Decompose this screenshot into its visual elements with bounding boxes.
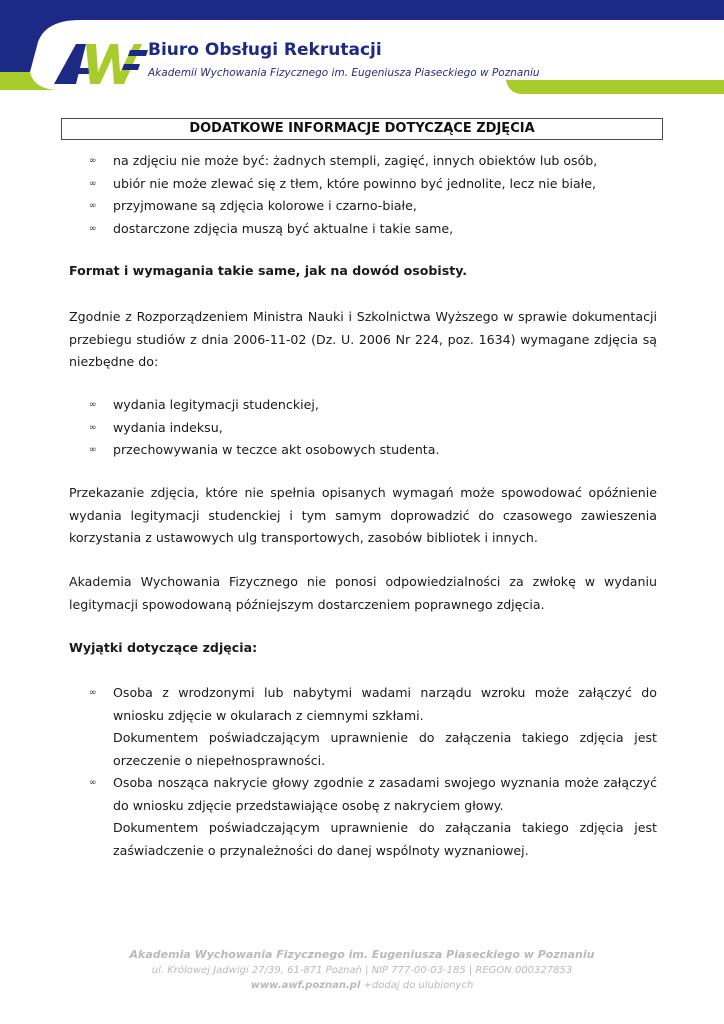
bullet-icon: ∞	[89, 778, 97, 788]
list-item: ∞ wydania indeksu,	[89, 417, 657, 440]
office-subtitle: Akademii Wychowania Fizycznego im. Eugeniusza Piaseckiego w Poznaniu	[148, 67, 540, 79]
photo-requirements-list	[89, 150, 657, 240]
bullet-icon: ∞	[89, 445, 97, 455]
delay-paragraph: Przekazanie zdjęcia, które nie spełnia opisanych wymagań może spowodować opóźnienie wydania legitymacji studenckiej i tym samym doprowadzić do czasowego zawieszenia korzystania z ustawowych ulg transportowych, zasobów bibliotek i innych.	[69, 485, 657, 545]
exceptions-heading: Wyjątki dotyczące zdjęcia:	[69, 640, 258, 655]
list-item	[89, 682, 657, 772]
bullet-icon: ∞	[89, 156, 97, 166]
bullet-icon: ∞	[89, 201, 97, 211]
header-lime-right	[506, 80, 724, 94]
exception-text: Osoba nosząca nakrycie głowy zgodnie z zasadami swojego wyznania może załączyć do wniosku zdjęcie przedstawiające osobę z nakryciem głowy.	[113, 775, 657, 813]
format-note: Format i wymagania takie same, jak na dowód osobisty.	[69, 263, 468, 278]
purpose-list	[89, 394, 657, 462]
document-title: DODATKOWE INFORMACJE DOTYCZĄCE ZDJĘCIA	[61, 118, 663, 140]
page-footer	[0, 946, 724, 993]
exception-document: Dokumentem poświadczającym uprawnienie do załączenia takiego zdjęcia jest orzeczenie o niepełnosprawności.	[113, 730, 657, 768]
list-item	[89, 772, 657, 862]
bullet-icon: ∞	[89, 400, 97, 410]
footer-links	[0, 978, 724, 993]
bullet-icon: ∞	[89, 223, 97, 234]
logo-text	[148, 40, 540, 79]
exception-text: Osoba z wrodzonymi lub nabytymi wadami narządu wzroku może załączyć do wniosku zdjęcie w okularach z ciemnymi szkłami.	[113, 685, 657, 723]
bullet-icon: ∞	[89, 688, 97, 698]
bookmark-link[interactable]: +dodaj do ulubionych	[363, 980, 474, 991]
bullet-icon: ∞	[89, 422, 97, 433]
footer-address: ul. Królowej Jadwigi 27/39, 61-871 Poznań | NIP 777-00-03-185 | REGON 000327853	[151, 965, 573, 976]
list-item: ∞ ubiór nie może zlewać się z tłem, które powinno być jednolite, lecz nie białe,	[89, 173, 657, 196]
page-header	[0, 0, 724, 100]
liability-paragraph: Akademia Wychowania Fizycznego nie ponosi odpowiedzialności za zwłokę w wydaniu legitymacji spowodowaną późniejszym dostarczeniem poprawnego zdjęcia.	[69, 574, 657, 612]
list-item: ∞ wydania legitymacji studenckiej,	[89, 394, 657, 417]
exception-document: Dokumentem poświadczającym uprawnienie do załączania takiego zdjęcia jest zaświadczenie o przynależności do danej wspólnoty wyznaniowej.	[113, 820, 657, 858]
footer-institution: Akademia Wychowania Fizycznego im. Eugeniusza Piaseckiego w Poznaniu	[129, 948, 595, 961]
awf-logo-icon	[50, 38, 150, 88]
list-item: ∞ przyjmowane są zdjęcia kolorowe i czarno-białe,	[89, 195, 657, 218]
regulation-paragraph: Zgodnie z Rozporządzeniem Ministra Nauki i Szkolnictwa Wyższego w sprawie dokumentacji przebiegu studiów z dnia 2006-11-02 (Dz. U. 2006 Nr 224, poz. 1634) wymagane zdjęcia są niezbędne do:	[69, 309, 657, 369]
list-item: ∞ dostarczone zdjęcia muszą być aktualne i takie same,	[89, 218, 657, 241]
list-item: ∞ na zdjęciu nie może być: żadnych stempli, zagięć, innych obiektów lub osób,	[89, 150, 657, 173]
website-link[interactable]: www.awf.poznan.pl	[250, 980, 361, 991]
exceptions-list	[89, 682, 657, 862]
office-title: Biuro Obsługi Rekrutacji	[148, 40, 382, 60]
bullet-icon: ∞	[89, 178, 97, 189]
list-item: ∞ przechowywania w teczce akt osobowych studenta.	[89, 439, 657, 462]
